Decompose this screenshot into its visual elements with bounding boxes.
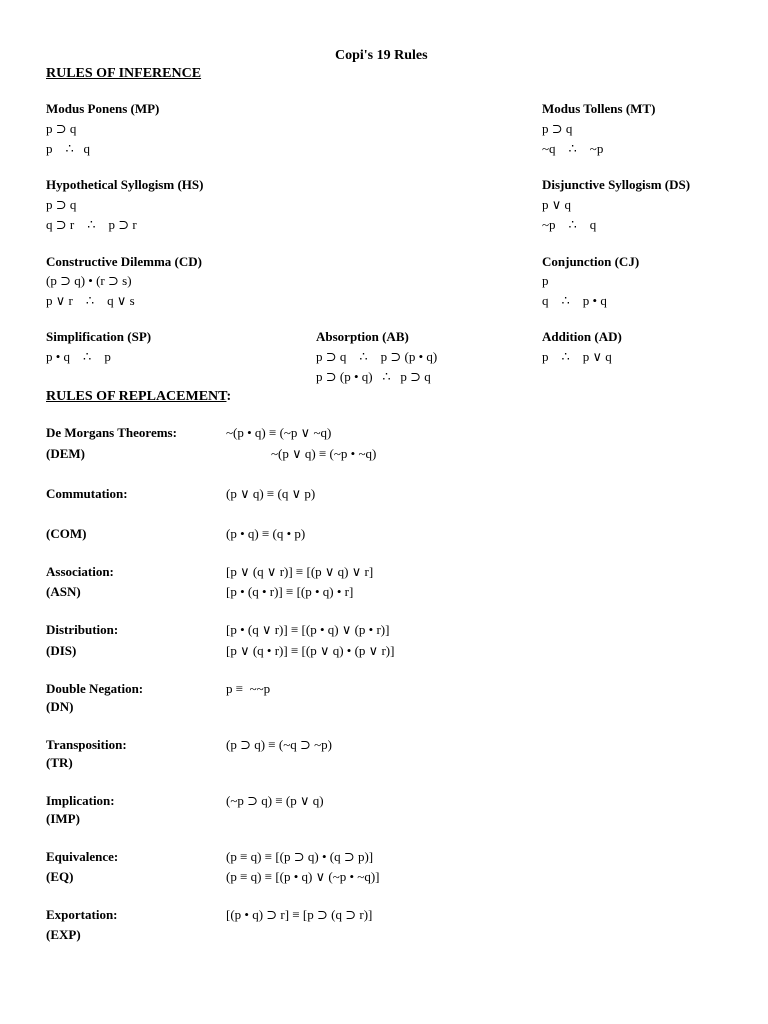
rule-name-ds: Disjunctive Syllogism (DS) [542,177,691,192]
formula-asn-2: [p • (q • r)] ≡ [(p • q) • r] [226,584,354,599]
rule-line-cd-1: (p ⊃ q) • (r ⊃ s) [46,273,132,288]
rule-name-mp: Modus Ponens (MP) [46,101,160,116]
rule-name-imp: Implication: [46,793,115,808]
inference-heading: RULES OF INFERENCE [46,66,202,81]
formula-com-1: (p ∨ q) ≡ (q ∨ p) [226,486,316,501]
formula-dem-2: ~(p ∨ q) ≡ (~p • ~q) [271,446,377,461]
rule-abbr-imp: (IMP) [46,811,80,826]
rule-abbr-asn: (ASN) [46,584,81,599]
rule-abbr-com: (COM) [46,526,87,541]
rule-line-mt-2: ~q ∴ ~p [542,141,604,156]
rule-abbr-dis: (DIS) [46,643,77,658]
rule-name-dem: De Morgans Theorems: [46,425,177,440]
rule-abbr-exp: (EXP) [46,927,81,942]
rule-line-mp-1: p ⊃ q [46,121,77,136]
rule-name-ad: Addition (AD) [542,329,622,344]
rule-name-hs: Hypothetical Syllogism (HS) [46,177,204,192]
rule-line-cj-1: p [542,273,549,288]
rule-line-mt-1: p ⊃ q [542,121,573,136]
rule-name-dn: Double Negation: [46,681,144,696]
rule-abbr-dn: (DN) [46,699,74,714]
replacement-heading: RULES OF REPLACEMENT [46,389,227,404]
rule-line-ds-1: p ∨ q [542,197,572,212]
replacement-heading-wrap [46,388,231,405]
rule-line-mp-2: p ∴ q [46,141,91,156]
rule-name-com: Commutation: [46,486,128,501]
rule-line-ab-1: p ⊃ q ∴ p ⊃ (p • q) [316,349,438,364]
formula-com-2: (p • q) ≡ (q • p) [226,526,306,541]
rule-name-exp: Exportation: [46,907,118,922]
rule-line-ad-1: p ∴ p ∨ q [542,349,612,364]
formula-tr-1: (p ⊃ q) ≡ (~q ⊃ ~p) [226,737,332,752]
page-title: Copi's 19 Rules [335,48,428,63]
rule-name-cj: Conjunction (CJ) [542,254,640,269]
replacement-heading-colon: : [226,389,232,404]
rule-line-ab-2: p ⊃ (p • q) ∴ p ⊃ q [316,369,431,384]
rule-name-cd: Constructive Dilemma (CD) [46,254,202,269]
formula-dem-1: ~(p • q) ≡ (~p ∨ ~q) [226,425,332,440]
rule-line-ds-2: ~p ∴ q [542,217,597,232]
rule-name-ab: Absorption (AB) [316,329,409,344]
rule-line-hs-2: q ⊃ r ∴ p ⊃ r [46,217,137,232]
formula-dn-1: p ≡ ~~p [226,681,271,696]
rule-abbr-eq: (EQ) [46,869,74,884]
formula-dis-1: [p • (q ∨ r)] ≡ [(p • q) ∨ (p • r)] [226,622,390,637]
formula-eq-1: (p ≡ q) ≡ [(p ⊃ q) • (q ⊃ p)] [226,849,374,864]
rule-name-mt: Modus Tollens (MT) [542,101,656,116]
rule-line-cd-2: p ∨ r ∴ q ∨ s [46,293,135,308]
formula-eq-2: (p ≡ q) ≡ [(p • q) ∨ (~p • ~q)] [226,869,380,884]
formula-asn-1: [p ∨ (q ∨ r)] ≡ [(p ∨ q) ∨ r] [226,564,374,579]
rule-line-hs-1: p ⊃ q [46,197,77,212]
rule-name-sp: Simplification (SP) [46,329,152,344]
rule-name-eq: Equivalence: [46,849,119,864]
rule-abbr-dem: (DEM) [46,446,85,461]
formula-dis-2: [p ∨ (q • r)] ≡ [(p ∨ q) • (p ∨ r)] [226,643,395,658]
rule-line-sp-1: p • q ∴ p [46,349,111,364]
rule-name-asn: Association: [46,564,114,579]
rule-name-tr: Transposition: [46,737,127,752]
formula-imp-1: (~p ⊃ q) ≡ (p ∨ q) [226,793,324,808]
rule-abbr-tr: (TR) [46,755,73,770]
rule-line-cj-2: q ∴ p • q [542,293,607,308]
rule-name-dis: Distribution: [46,622,119,637]
formula-exp-1: [(p • q) ⊃ r] ≡ [p ⊃ (q ⊃ r)] [226,907,373,922]
